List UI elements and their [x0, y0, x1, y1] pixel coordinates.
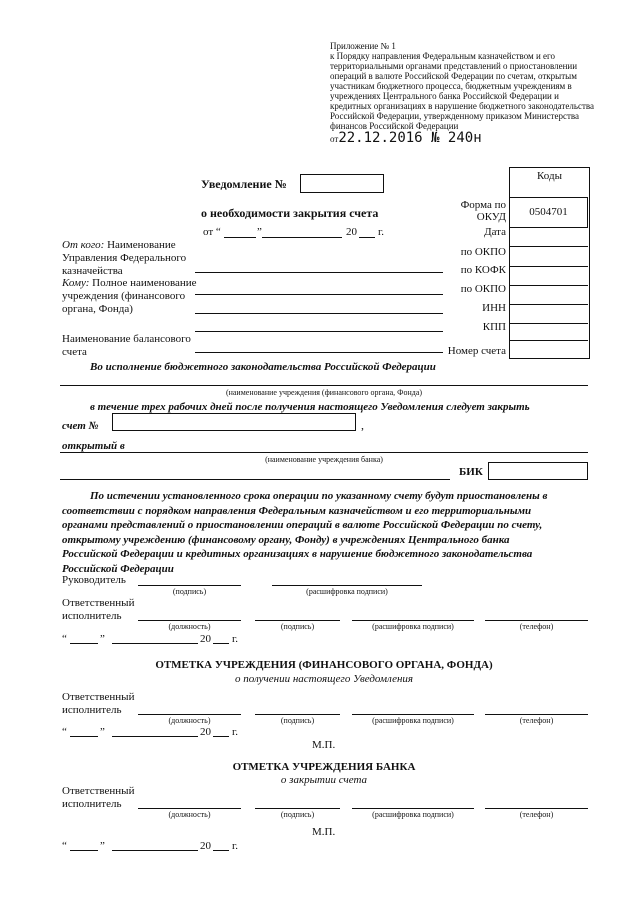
kpp-label: КПП	[482, 321, 506, 333]
section-institution-subtitle: о получении настоящего Уведомления	[234, 673, 414, 685]
responsible-label-2: исполнитель	[62, 610, 122, 622]
appendix-line: финансов Российской Федерации	[330, 121, 459, 131]
notice-date-from: от “	[203, 226, 221, 238]
notice-date-year: 20	[346, 226, 357, 238]
account-comma: ,	[361, 418, 364, 432]
caption-phone: (телефон)	[519, 810, 554, 819]
appendix-line: учреждениях Центрального банка Российской Федерации и	[330, 91, 559, 101]
bik-field[interactable]	[488, 462, 588, 480]
responsible-label-2: исполнитель	[62, 798, 122, 810]
paragraph-line: Российской Федерации и кредитных организациях в нарушение бюджетного законодательства	[62, 548, 533, 560]
caption-position: (должность)	[168, 810, 211, 819]
appendix-date-prefix: от	[330, 134, 339, 144]
okud-value: 0504701	[529, 206, 568, 218]
paragraph-line: открытому учреждению (финансовому органу, Фонду) в учреждениях Центрального банка	[62, 533, 510, 546]
codes-table	[509, 167, 590, 359]
notice-title: Уведомление №	[201, 177, 287, 191]
caption-phone: (телефон)	[519, 716, 554, 725]
paragraph-line: Российской Федерации	[62, 562, 174, 575]
appendix-line: операций в валюте Российской Федерации по счетам, открытым	[330, 71, 577, 81]
appendix-line: кредитных организациях в нарушение бюджетного законодательства	[330, 101, 595, 111]
caption-phone: (телефон)	[519, 622, 554, 631]
within-text: в течение трех рабочих дней после получения настоящего Уведомления следует закрыть	[90, 401, 530, 413]
paragraph-line: соответствии с порядком направления Федеральным казначейством и его территориальными	[62, 504, 532, 517]
account-number-label: Номер счета	[447, 345, 506, 357]
quote-close: ”	[100, 840, 105, 852]
section-bank-title: ОТМЕТКА УЧРЕЖДЕНИЯ БАНКА	[232, 761, 416, 773]
kofk-label: по КОФК	[460, 264, 506, 276]
from-block	[62, 239, 202, 278]
appendix-line: к Порядку направления Федеральным казначейством и его	[330, 51, 556, 61]
quote-open: “	[62, 726, 67, 738]
opened-in-label: открытый в	[62, 440, 125, 452]
caption-decode: (расшифровка подписи)	[372, 716, 454, 725]
to-label-line3: органа, Фонда)	[62, 303, 133, 315]
pursuant-text: Во исполнение бюджетного законодательства Российской Федерации	[90, 361, 436, 373]
head-label: Руководитель	[62, 574, 126, 586]
caption-position: (должность)	[168, 716, 211, 725]
bik-label: БИК	[459, 466, 483, 478]
quote-open: “	[62, 840, 67, 852]
paragraph-line: По истечении установленного срока операции по указанному счету будут приостановлены в	[90, 490, 548, 502]
from-label-line3: казначейства	[62, 265, 123, 277]
from-label-rest: Наименование	[104, 239, 176, 251]
okud-cell	[509, 197, 588, 228]
caption-sign: (подпись)	[280, 810, 315, 819]
caption-decode: (расшифровка подписи)	[372, 622, 454, 631]
okpo-label-1: по ОКПО	[460, 246, 506, 258]
notice-number-field[interactable]	[300, 174, 384, 193]
quote-close: ”	[100, 726, 105, 738]
appendix-line: территориальными органами представлений о приостановлении	[330, 61, 578, 71]
stamp-place: М.П.	[312, 826, 336, 838]
appendix-line: участникам бюджетного процесса, бюджетным учреждениям в	[330, 81, 572, 91]
date-label: Дата	[484, 226, 506, 238]
caption-decode: (расшифровка подписи)	[372, 810, 454, 819]
appendix-line: Приложение № 1	[330, 41, 396, 51]
date-g: г.	[232, 840, 239, 852]
caption-decode: (расшифровка подписи)	[306, 587, 388, 596]
form-label-1: Форма по	[460, 199, 506, 211]
okpo-label-2: по ОКПО	[460, 283, 506, 295]
stamp-place: М.П.	[312, 739, 336, 751]
codes-header: Коды	[537, 170, 562, 182]
responsible-block-2	[62, 691, 134, 717]
to-label: Кому:	[62, 277, 90, 289]
section-bank-subtitle: о закрытии счета	[280, 774, 368, 786]
caption-bank: (наименование учреждения банка)	[265, 455, 383, 464]
date-g: г.	[232, 633, 239, 645]
appendix-date-handwritten: 22.12.2016 № 240н	[338, 130, 482, 146]
responsible-label-1: Ответственный	[62, 597, 135, 609]
paragraph-line: органами представлений о приостановлении операций в валюте Российской Федерации по счету,	[62, 519, 543, 531]
account-number-field[interactable]	[112, 413, 356, 431]
responsible-block-1	[62, 597, 134, 623]
inn-label: ИНН	[482, 302, 506, 314]
appendix-block	[330, 41, 620, 131]
responsible-label-1: Ответственный	[62, 785, 135, 797]
appendix-line: Российской Федерации, утвержденному приказом Министерства	[330, 111, 579, 121]
responsible-label-1: Ответственный	[62, 691, 135, 703]
account-label: счет №	[62, 420, 99, 432]
caption-institution: (наименование учреждения (финансового органа, Фонда)	[225, 388, 423, 397]
caption-sign: (подпись)	[280, 622, 315, 631]
caption-sign: (подпись)	[280, 716, 315, 725]
date-year: 20	[200, 633, 211, 645]
notice-subtitle: о необходимости закрытия счета	[201, 206, 379, 220]
to-block	[62, 277, 202, 316]
caption-position: (должность)	[168, 622, 211, 631]
date-year: 20	[200, 840, 211, 852]
notice-paragraph	[62, 489, 590, 576]
date-year: 20	[200, 726, 211, 738]
caption-sign: (подпись)	[172, 587, 207, 596]
responsible-block-3	[62, 785, 134, 811]
responsible-label-2: исполнитель	[62, 704, 122, 716]
quote-open: “	[62, 633, 67, 645]
section-institution-title: ОТМЕТКА УЧРЕЖДЕНИЯ (ФИНАНСОВОГО ОРГАНА, ФОНДА)	[155, 659, 493, 671]
notice-date-g: г.	[378, 226, 385, 238]
form-label-2: ОКУД	[476, 211, 506, 223]
from-label-line2: Управления Федерального	[62, 252, 187, 264]
balance-label-1: Наименование балансового	[62, 333, 191, 345]
appendix-date	[330, 129, 482, 147]
to-label-rest: Полное наименование	[89, 277, 197, 289]
from-label: От кого:	[62, 239, 105, 251]
date-g: г.	[232, 726, 239, 738]
notice-date-quote: ”	[257, 226, 262, 238]
quote-close: ”	[100, 633, 105, 645]
balance-label-2: счета	[62, 346, 87, 358]
to-label-line2: учреждения (финансового	[62, 290, 186, 302]
balance-block	[62, 333, 202, 359]
